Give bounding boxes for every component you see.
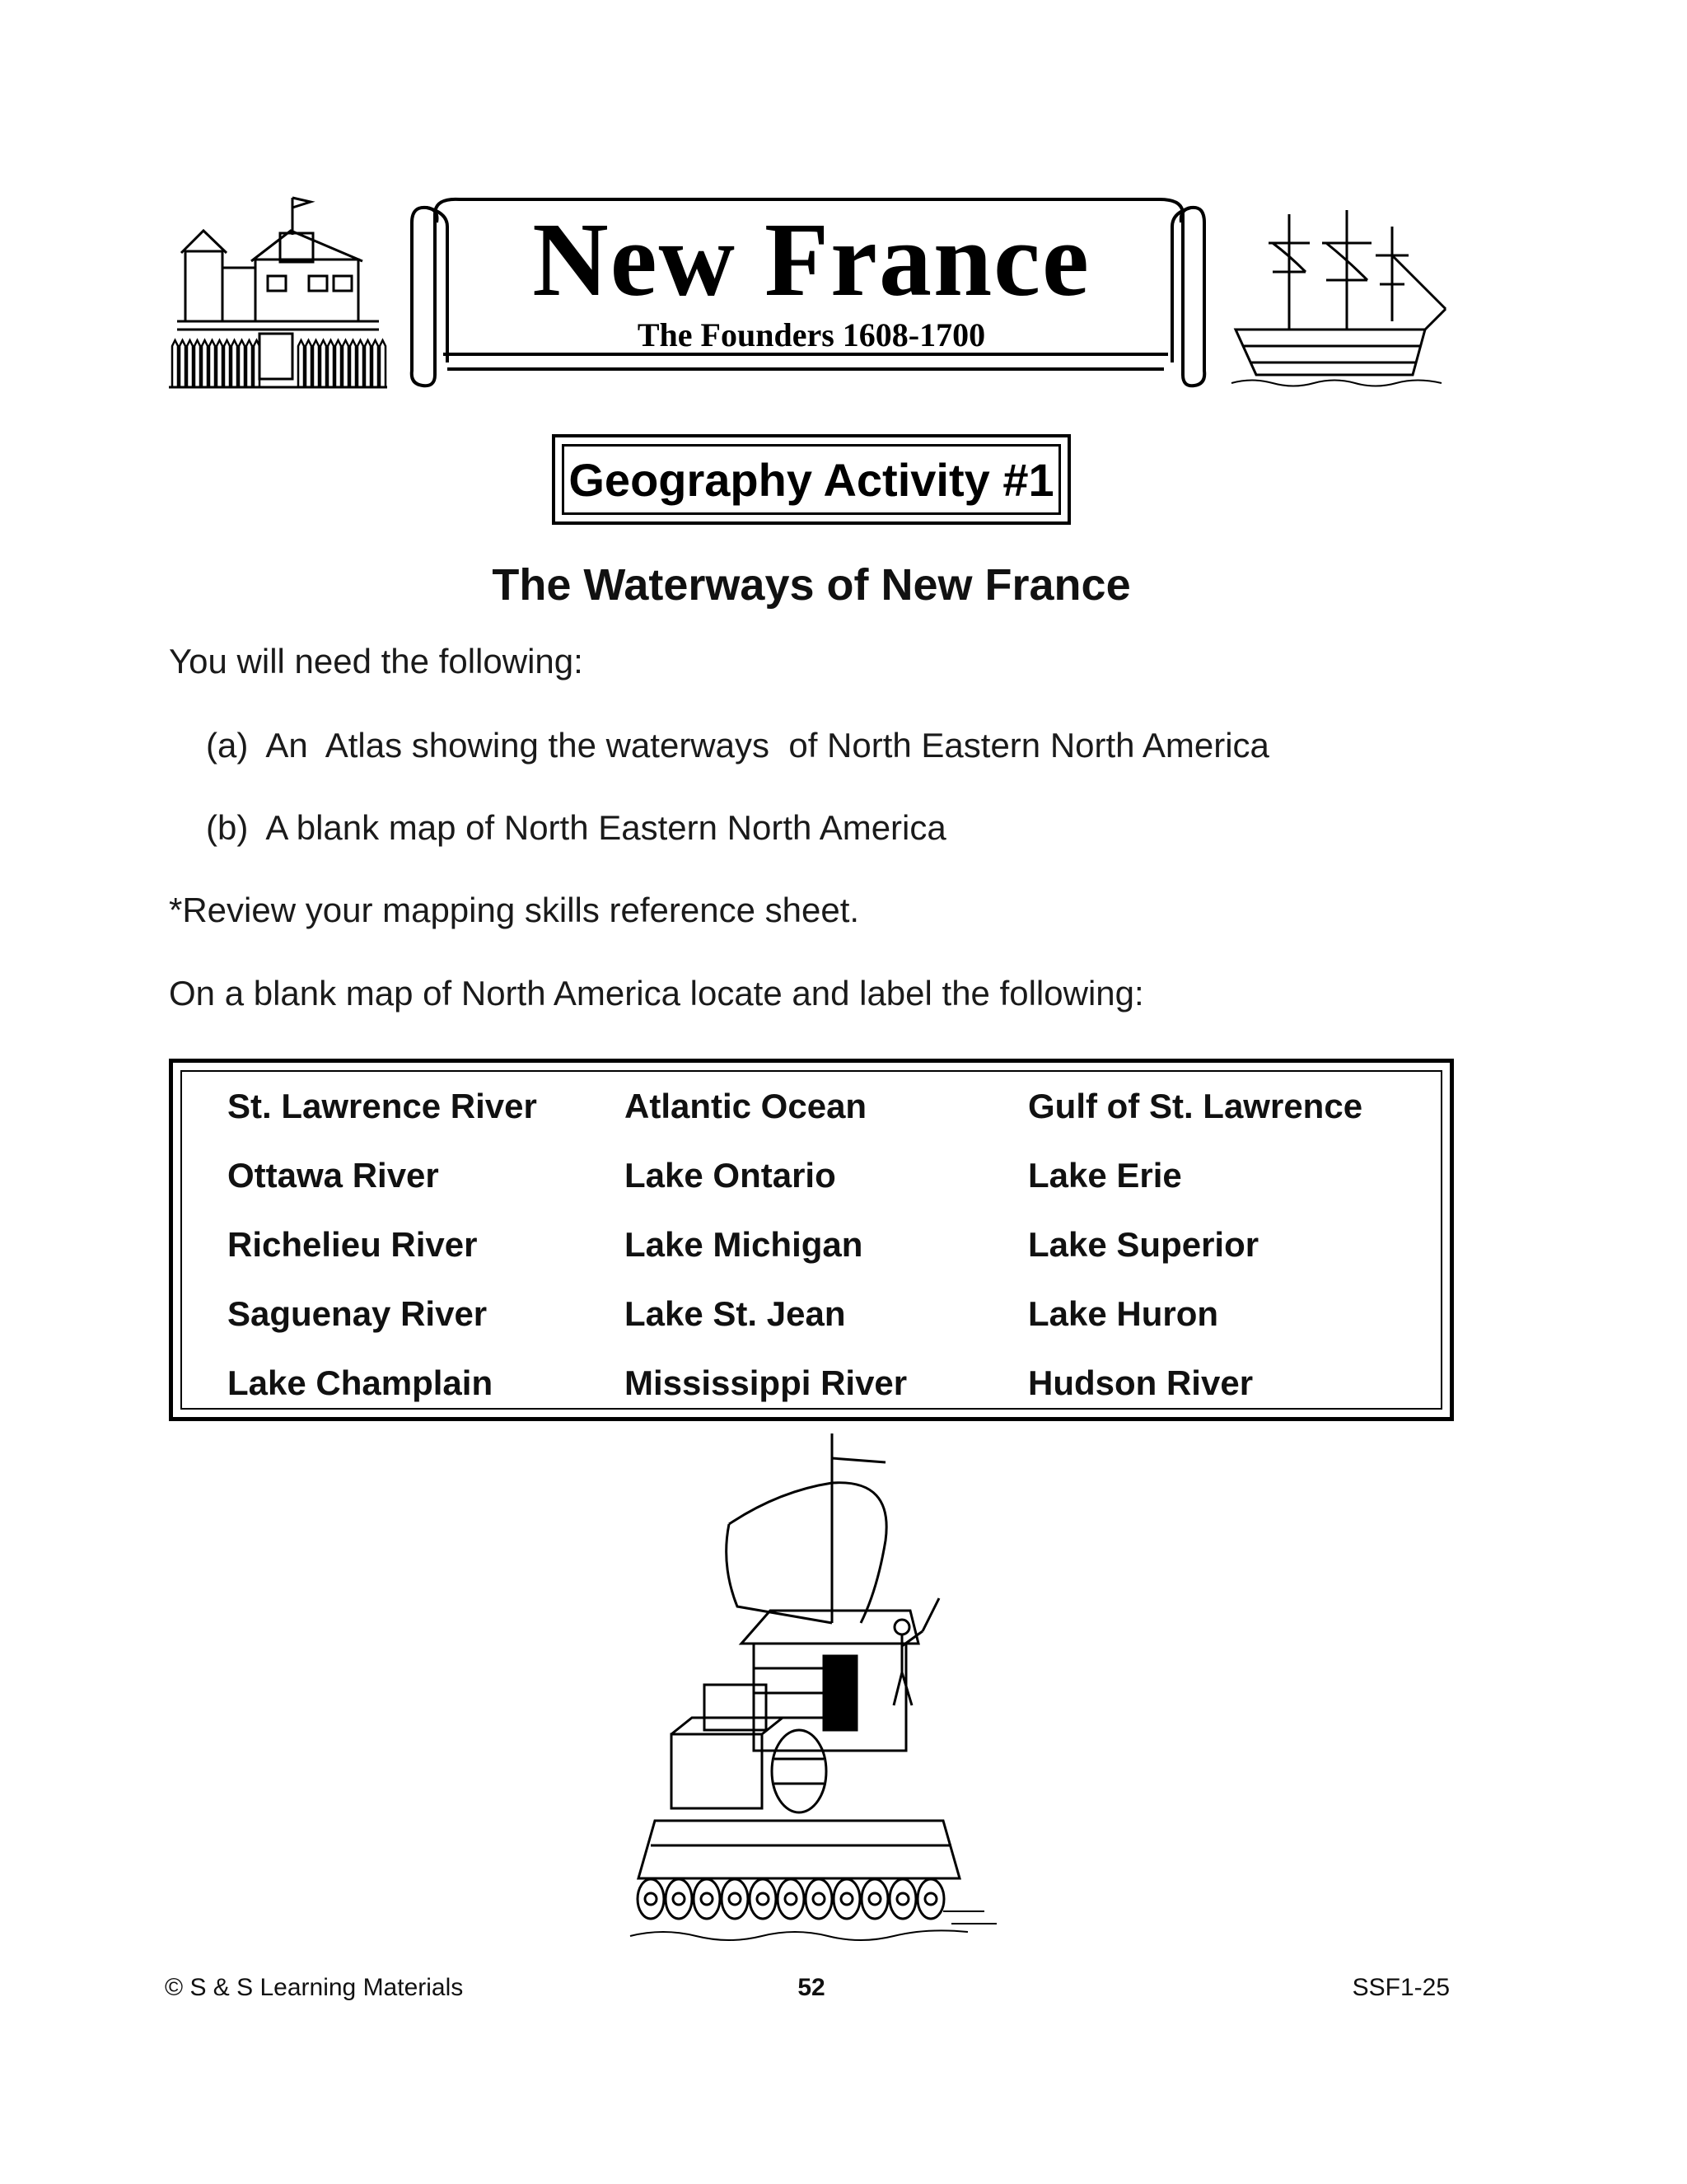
copyright-notice: © S & S Learning Materials [165, 1974, 464, 2001]
review-note: *Review your mapping skills reference sheet. [169, 891, 860, 929]
list-item: Ottawa River [227, 1156, 439, 1195]
list-item: Lake Superior [1028, 1225, 1259, 1264]
page-subtitle: The Founders 1608-1700 [637, 316, 986, 353]
raft-illustration [614, 1433, 1001, 1961]
label-instructions: On a blank map of North America locate and label the following: [169, 974, 1144, 1012]
list-item: Richelieu River [227, 1225, 478, 1264]
materials-item-a: (a) An Atlas showing the waterways of North Eastern North America [206, 726, 1269, 765]
list-item: Lake Michigan [624, 1225, 863, 1264]
document-code: SSF1-25 [1352, 1974, 1450, 2001]
list-item: Lake Huron [1028, 1294, 1219, 1333]
materials-intro: You will need the following: [169, 642, 583, 680]
list-item: Lake St. Jean [624, 1294, 846, 1333]
list-item: Gulf of St. Lawrence [1028, 1087, 1363, 1125]
place-names-inner-border [180, 1070, 1442, 1410]
list-item: Atlantic Ocean [624, 1087, 867, 1125]
list-item: Lake Erie [1028, 1156, 1182, 1195]
page-title: New France [532, 201, 1091, 318]
list-item: Lake Ontario [624, 1156, 836, 1195]
list-item: Hudson River [1028, 1363, 1254, 1402]
list-item: Saguenay River [227, 1294, 488, 1333]
page-number: 52 [797, 1974, 825, 2001]
ship-illustration [1227, 206, 1450, 391]
section-heading: The Waterways of New France [492, 560, 1131, 610]
list-item: St. Lawrence River [227, 1087, 537, 1125]
activity-label: Geography Activity #1 [562, 444, 1061, 515]
list-item: Mississippi River [624, 1363, 908, 1402]
place-names-table [169, 1059, 1454, 1421]
materials-item-b: (b) A blank map of North Eastern North America [206, 808, 946, 847]
activity-label-box [552, 434, 1071, 525]
fort-illustration [169, 185, 387, 391]
list-item: Lake Champlain [227, 1363, 493, 1402]
